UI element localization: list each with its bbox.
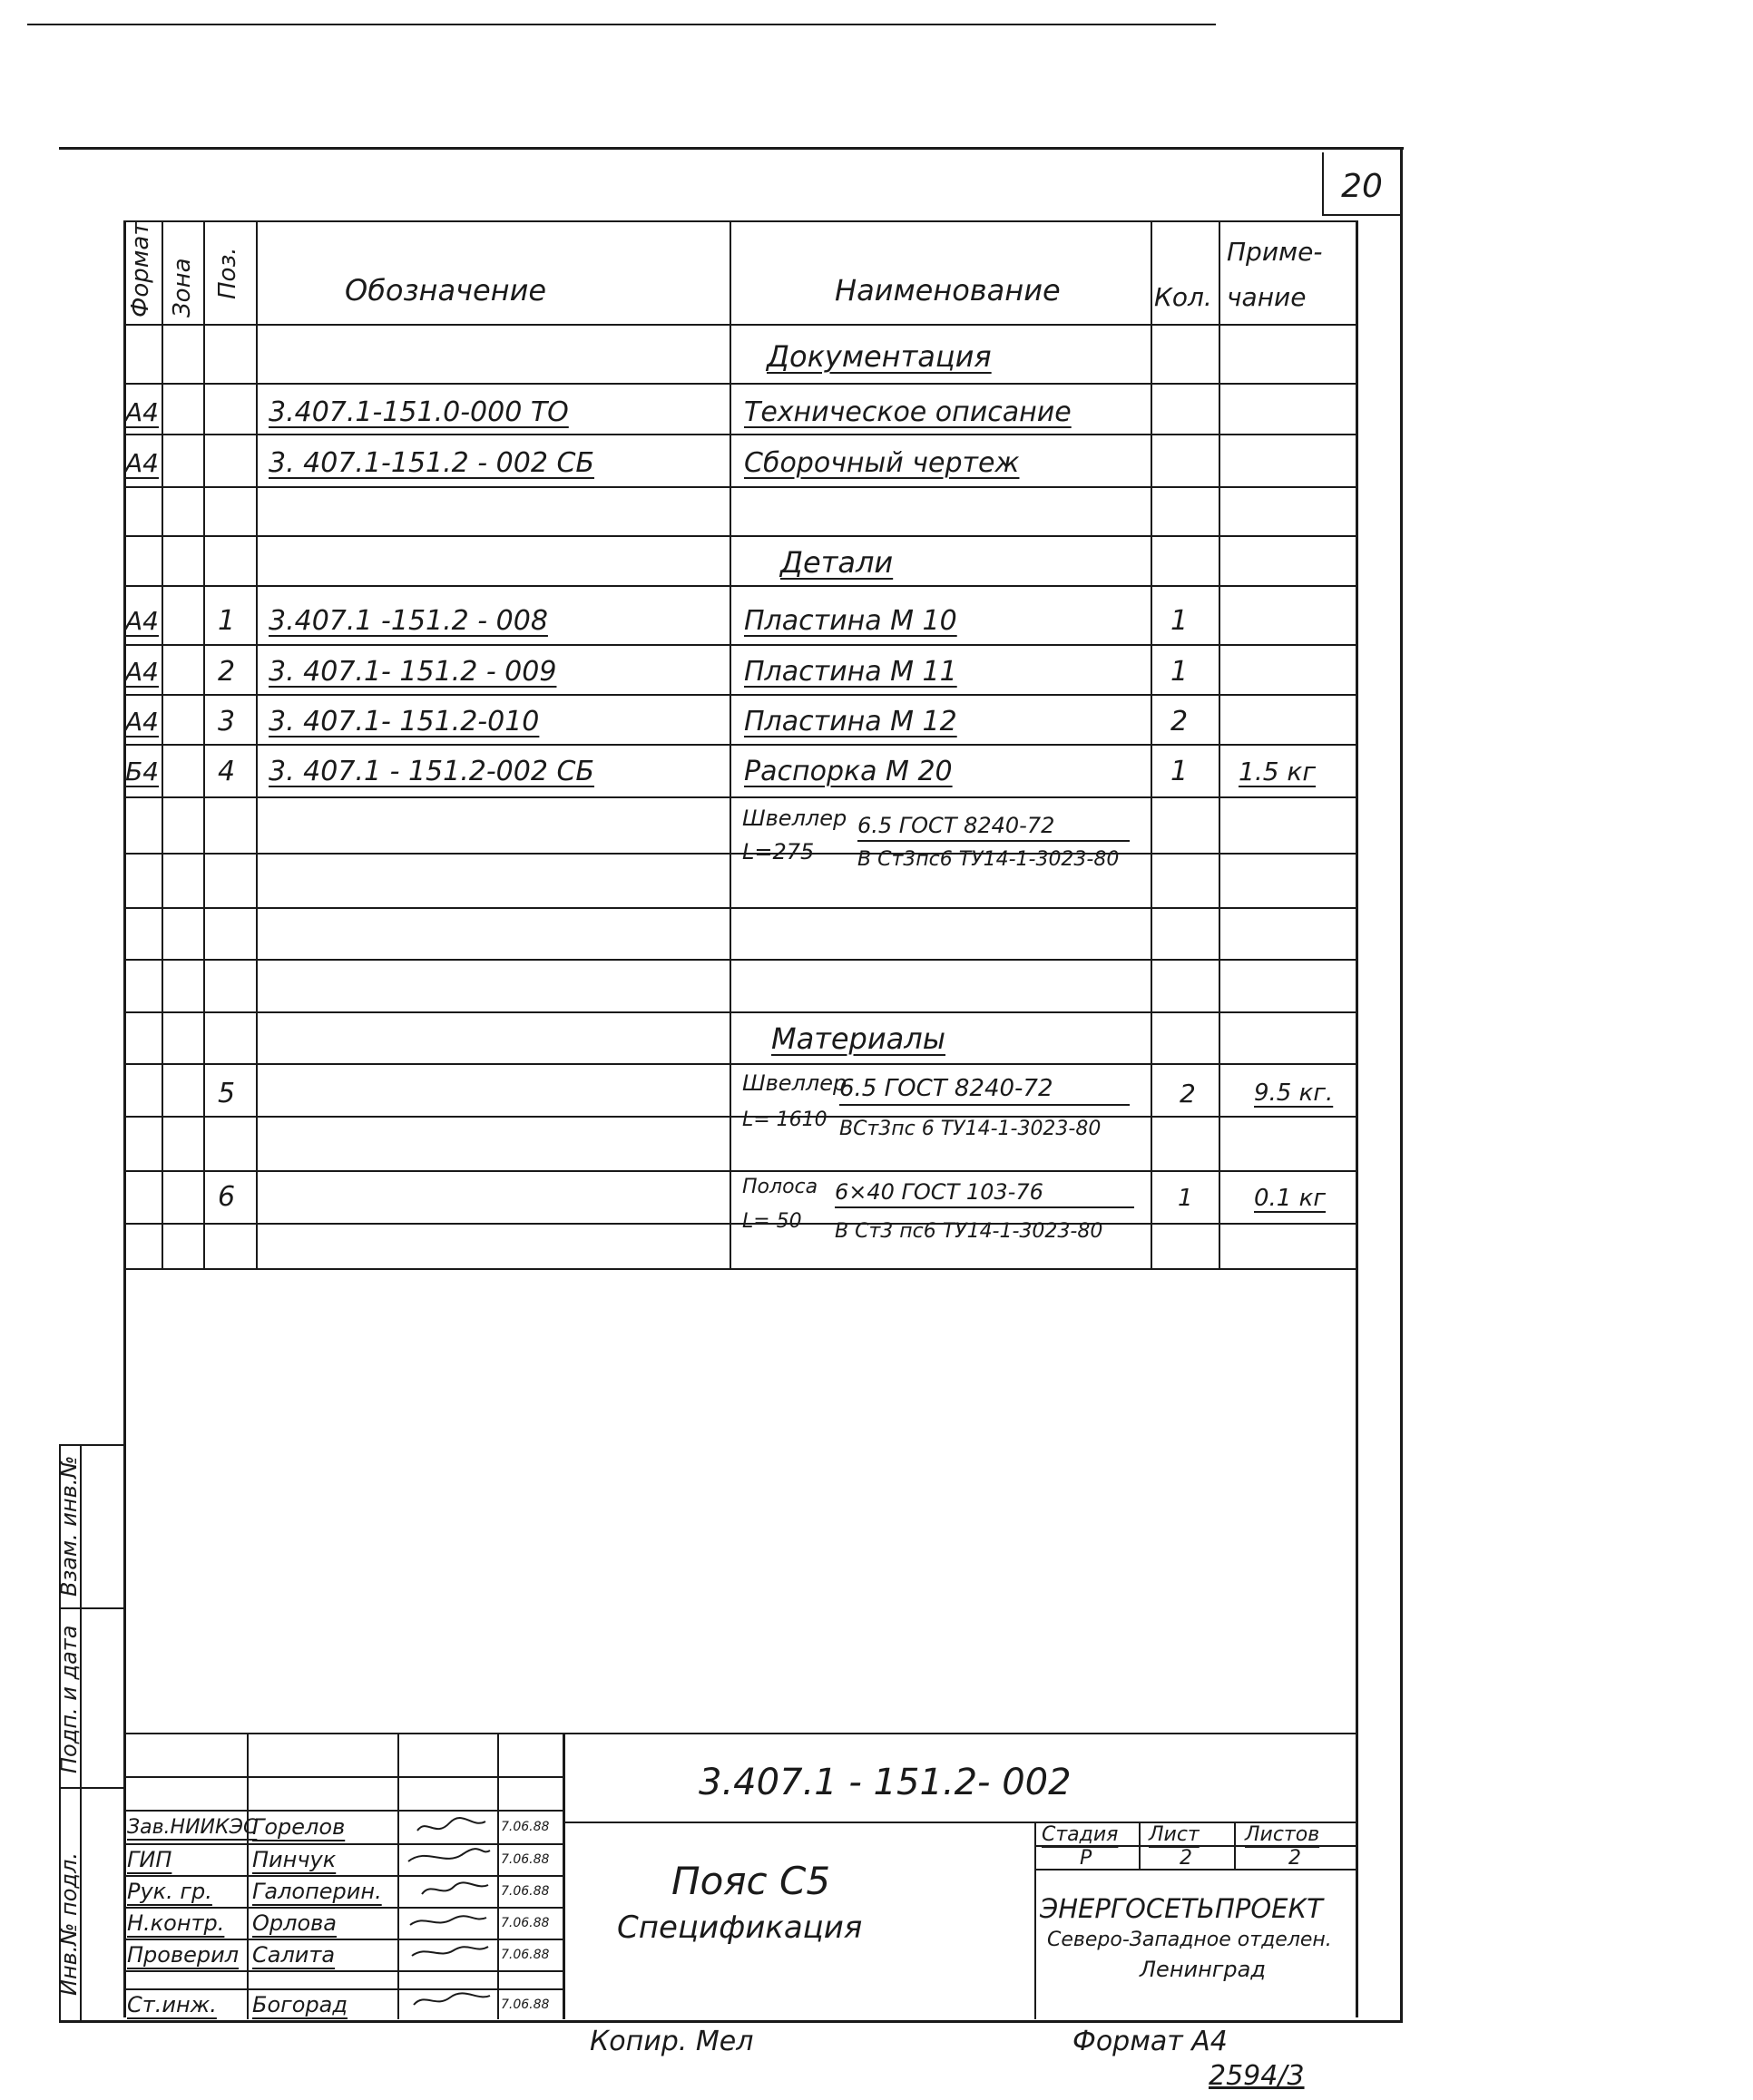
material-spec-bottom: В Ст3 пс6 ТУ14-1-3023-80 <box>835 1220 1103 1243</box>
row-name: Сборочный чертеж <box>744 446 1020 479</box>
row-line <box>123 486 1357 488</box>
tb-right-block-vert <box>1034 1822 1036 2019</box>
header-note-1: Приме- <box>1227 237 1323 267</box>
sig-row <box>123 1970 564 1972</box>
material-qty: 2 <box>1180 1078 1196 1109</box>
material-length: L= 1610 <box>742 1109 828 1131</box>
staff-name: Богорад <box>252 1992 348 2017</box>
row-qty: 1 <box>1170 604 1189 637</box>
row-line <box>123 694 1357 696</box>
material-pos: 6 <box>218 1180 236 1213</box>
header-note-2: чание <box>1227 282 1307 312</box>
sheet-value: 2 <box>1180 1846 1192 1870</box>
staff-name: Галоперин. <box>252 1879 382 1904</box>
header-name: Наименование <box>835 273 1061 308</box>
row-line <box>123 853 1357 855</box>
header-designation: Обозначение <box>345 273 547 308</box>
side-strip-sep-1 <box>59 1607 126 1609</box>
row-pos: 4 <box>218 755 236 787</box>
row-format: Б4 <box>125 756 160 786</box>
row-line <box>123 585 1357 587</box>
footer-number: 2594/3 <box>1209 2059 1305 2092</box>
frame-top-rule <box>59 147 1404 150</box>
material-prefix: Швеллер <box>742 806 847 831</box>
footer-copy: Копир. Мел <box>590 2025 754 2057</box>
row-designation: 3.407.1-151.0-000 ТО <box>269 396 569 428</box>
stage-label: Стадия <box>1042 1822 1119 1846</box>
section-materials: Материалы <box>771 1021 945 1056</box>
side-strip-top <box>59 1444 126 1446</box>
staff-role: ГИП <box>127 1847 172 1872</box>
staff-role: Зав.НИИКЭС <box>127 1815 258 1839</box>
header-zone: Зона <box>169 258 196 317</box>
row-note: 1.5 кг <box>1239 756 1317 786</box>
staff-role: Н.контр. <box>127 1910 225 1936</box>
side-label-inv-orig: Инв.№ подл. <box>56 1852 82 1996</box>
row-name: Распорка М 20 <box>744 755 953 787</box>
staff-date: 7.06.88 <box>501 1820 550 1834</box>
stage-value: Р <box>1080 1846 1092 1870</box>
material-length: L=275 <box>742 839 815 864</box>
sig-row <box>123 1843 564 1845</box>
row-line <box>123 434 1357 435</box>
row-designation: 3. 407.1- 151.2 - 009 <box>269 655 557 688</box>
section-documentation: Документация <box>767 339 992 374</box>
staff-date: 7.06.88 <box>501 1916 550 1930</box>
tb-top <box>123 1733 1357 1734</box>
row-line <box>123 1063 1357 1065</box>
sheet-label: Лист <box>1149 1822 1200 1846</box>
material-spec-bottom: ВСт3пс 6 ТУ14-1-3023-80 <box>839 1118 1102 1140</box>
row-line <box>123 1011 1357 1013</box>
row-name: Пластина М 10 <box>744 604 957 637</box>
row-name: Пластина М 11 <box>744 655 957 688</box>
row-line <box>123 1170 1357 1172</box>
row-name: Пластина М 12 <box>744 705 957 737</box>
row-format: А4 <box>125 656 159 687</box>
material-qty: 1 <box>1178 1185 1193 1212</box>
row-format: А4 <box>125 396 159 427</box>
row-line <box>123 959 1357 961</box>
row-line <box>123 644 1357 646</box>
row-format: А4 <box>125 706 159 737</box>
row-line <box>123 1223 1357 1225</box>
staff-role: Проверил <box>127 1942 240 1968</box>
table-left <box>123 220 126 2017</box>
header-pos: Поз. <box>214 247 241 299</box>
row-format: А4 <box>125 447 159 478</box>
staff-name: Орлова <box>252 1910 337 1936</box>
staff-date: 7.06.88 <box>501 1884 550 1899</box>
row-pos: 1 <box>218 604 236 637</box>
document-code: 3.407.1 - 151.2- 002 <box>699 1762 1072 1803</box>
row-format: А4 <box>125 605 159 636</box>
row-designation: 3. 407.1 - 151.2-002 СБ <box>269 755 594 787</box>
row-name: Техническое описание <box>744 396 1072 428</box>
frame-right <box>1400 147 1403 2023</box>
section-details: Детали <box>780 545 894 580</box>
org-branch: Северо-Западное отделен. <box>1047 1928 1332 1951</box>
row-line <box>123 907 1357 909</box>
material-prefix: Швеллер <box>742 1070 847 1096</box>
header-format: Формат <box>127 221 154 317</box>
row-line <box>123 535 1357 537</box>
row-designation: 3.407.1 -151.2 - 008 <box>269 604 548 637</box>
header-bottom <box>123 324 1357 326</box>
material-spec-top: 6×40 ГОСТ 103-76 <box>835 1179 1134 1208</box>
table-bottom-rule <box>123 1268 1357 1270</box>
footer-format: Формат А4 <box>1072 2025 1228 2057</box>
signature-scribbles <box>399 1811 495 2017</box>
table-right <box>1356 220 1358 2017</box>
row-line <box>123 796 1357 798</box>
material-spec-top: 6.5 ГОСТ 8240-72 <box>839 1075 1130 1106</box>
side-label-vzam: Взам. инв.№ <box>56 1455 82 1597</box>
header-qty: Кол. <box>1154 282 1212 312</box>
material-spec-bottom: В Ст3пс6 ТУ14-1-3023-80 <box>857 848 1120 871</box>
title-line-1: Пояс С5 <box>671 1858 831 1903</box>
material-length: L= 50 <box>742 1210 802 1233</box>
row-qty: 2 <box>1170 705 1189 737</box>
org-name: ЭНЕРГОСЕТЬПРОЕКТ <box>1040 1893 1323 1924</box>
staff-role: Ст.инж. <box>127 1992 217 2017</box>
row-pos: 2 <box>218 655 236 688</box>
side-strip-sep-2 <box>59 1787 126 1789</box>
side-label-sign-date: Подп. и дата <box>56 1625 82 1773</box>
table-top <box>123 220 1357 222</box>
sheet-box-left <box>1322 152 1324 216</box>
staff-name: Пинчук <box>252 1847 337 1872</box>
sheet-number: 20 <box>1341 167 1383 205</box>
tb-code-bottom <box>563 1822 1357 1823</box>
title-line-2: Спецификация <box>617 1910 863 1946</box>
tb-stage-col-2 <box>1234 1822 1236 1870</box>
row-pos: 3 <box>218 705 236 737</box>
row-designation: 3. 407.1-151.2 - 002 СБ <box>269 446 594 479</box>
material-pos: 5 <box>218 1077 236 1109</box>
staff-name: Салита <box>252 1942 336 1968</box>
row-designation: 3. 407.1- 151.2-010 <box>269 705 540 737</box>
sheets-label: Листов <box>1245 1822 1320 1846</box>
org-city: Ленинград <box>1140 1957 1266 1982</box>
sig-row <box>123 1776 564 1778</box>
material-prefix: Полоса <box>742 1176 818 1198</box>
row-line <box>123 383 1357 385</box>
row-qty: 1 <box>1170 655 1189 688</box>
sheet-box-bottom <box>1322 214 1402 216</box>
material-note: 0.1 кг <box>1254 1185 1326 1212</box>
tb-stage-col-1 <box>1139 1822 1141 1870</box>
staff-date: 7.06.88 <box>501 1997 550 2012</box>
staff-role: Рук. гр. <box>127 1879 212 1904</box>
row-line <box>123 744 1357 746</box>
sheets-value: 2 <box>1288 1846 1301 1870</box>
material-spec-top: 6.5 ГОСТ 8240-72 <box>857 813 1130 842</box>
staff-name: Горелов <box>252 1814 346 1840</box>
material-note: 9.5 кг. <box>1254 1079 1334 1107</box>
top-rule <box>27 24 1216 25</box>
staff-date: 7.06.88 <box>501 1852 550 1867</box>
staff-date: 7.06.88 <box>501 1948 550 1962</box>
row-line <box>123 1116 1357 1118</box>
row-qty: 1 <box>1170 755 1189 787</box>
